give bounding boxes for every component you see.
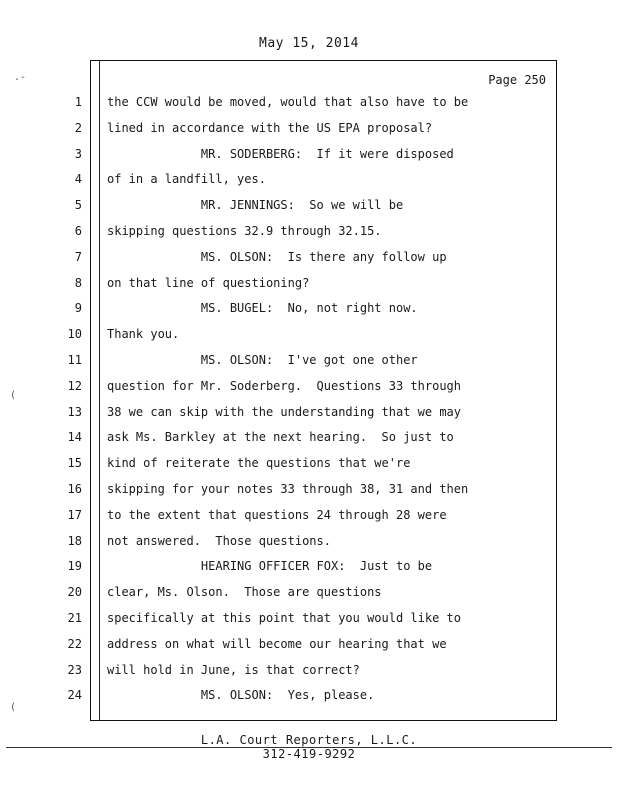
scan-speck: (	[10, 390, 17, 401]
line-number: 2	[74, 121, 82, 135]
page-number: Page 250	[488, 73, 546, 87]
transcript-line: Thank you.	[107, 327, 180, 341]
transcript-line: kind of reiterate the questions that we're	[107, 456, 411, 470]
transcript-date: May 15, 2014	[259, 36, 359, 51]
transcript-line: ask Ms. Barkley at the next hearing. So just to	[107, 430, 454, 444]
transcript-line: to the extent that questions 24 through 28 were	[107, 508, 447, 522]
line-number: 12	[67, 379, 82, 393]
transcript-line: lined in accordance with the US EPA proposal?	[107, 121, 433, 135]
footer-firm-name: L.A. Court Reporters, L.L.C.	[200, 733, 418, 747]
line-number: 7	[74, 250, 82, 264]
transcript-line: skipping questions 32.9 through 32.15.	[107, 224, 382, 238]
transcript-line: on that line of questioning?	[107, 276, 310, 290]
transcript-line: the CCW would be moved, would that also have to be	[107, 95, 469, 109]
line-number: 21	[67, 611, 82, 625]
transcript-line: HEARING OFFICER FOX: Just to be	[107, 559, 433, 573]
transcript-line: of in a landfill, yes.	[107, 172, 266, 186]
line-number: 19	[67, 559, 82, 573]
line-number: 6	[74, 224, 82, 238]
transcript-line: specifically at this point that you would like to	[107, 611, 462, 625]
line-number: 24	[67, 688, 82, 702]
line-number: 20	[67, 585, 82, 599]
line-number: 8	[74, 276, 82, 290]
line-number: 3	[74, 147, 82, 161]
transcript-line: MS. OLSON: Is there any follow up	[107, 250, 447, 264]
line-number: 17	[67, 508, 82, 522]
line-number: 10	[67, 327, 82, 341]
transcript-line: 38 we can skip with the understanding that we may	[107, 405, 462, 419]
line-number: 15	[67, 456, 82, 470]
line-number: 22	[67, 637, 82, 651]
line-number: 14	[67, 430, 82, 444]
margin-rule	[99, 61, 100, 720]
footer-phone: 312-419-9292	[262, 747, 356, 761]
line-number: 1	[74, 95, 82, 109]
transcript-line: MS. BUGEL: No, not right now.	[107, 301, 418, 315]
transcript-line: question for Mr. Soderberg. Questions 33 through	[107, 379, 462, 393]
line-number: 13	[67, 405, 82, 419]
transcript-line: not answered. Those questions.	[107, 534, 331, 548]
line-number: 9	[74, 301, 82, 315]
line-number: 4	[74, 172, 82, 186]
line-number: 5	[74, 198, 82, 212]
line-number: 16	[67, 482, 82, 496]
transcript-line: clear, Ms. Olson. Those are questions	[107, 585, 382, 599]
line-number: 11	[67, 353, 82, 367]
scan-speck: (	[10, 702, 17, 713]
transcript-line: MS. OLSON: I've got one other	[107, 353, 418, 367]
transcript-line: skipping for your notes 33 through 38, 31 and then	[107, 482, 469, 496]
transcript-line: address on what will become our hearing that we	[107, 637, 447, 651]
line-number: 23	[67, 663, 82, 677]
transcript-line: MR. SODERBERG: If it were disposed	[107, 147, 454, 161]
line-number: 18	[67, 534, 82, 548]
scan-speck: .-	[14, 72, 27, 83]
transcript-line: MR. JENNINGS: So we will be	[107, 198, 404, 212]
transcript-line: will hold in June, is that correct?	[107, 663, 360, 677]
transcript-line: MS. OLSON: Yes, please.	[107, 688, 375, 702]
